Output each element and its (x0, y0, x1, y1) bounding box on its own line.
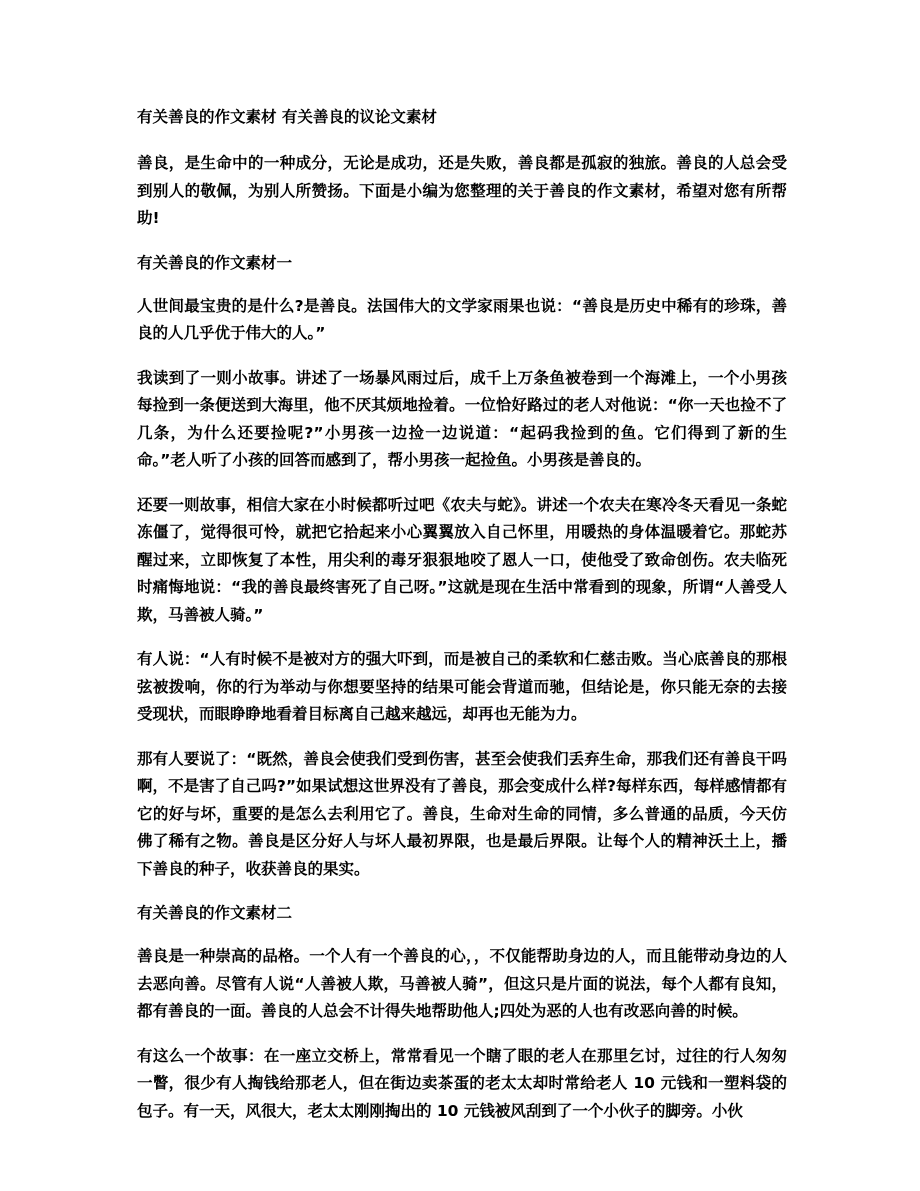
paragraph: 善良是一种崇高的品格。一个人有一个善良的心，，不仅能帮助身边的人，而且能带动身边的人去恶向善。尽管有人说“人善被人欺，马善被人骑”，但这只是片面的说法，每个人都有良知，都有善良的一面。善良的人总会不计得失地帮助他人;四处为恶的人也有改恶向善的时候。 (137, 947, 787, 1020)
section-heading-1: 有关善良的作文素材一 (137, 253, 293, 272)
paragraph: 还要一则故事，相信大家在小时候都听过吧《农夫与蛇》。讲述一个农夫在寒冷冬天看见一条蛇冻僵了，觉得很可怜，就把它拾起来小心翼翼放入自己怀里，用暖热的身体温暖着它。那蛇苏醒过来，立即恢复了本性，用尖利的毒牙狠狠地咬了恩人一口，使他受了致命创伤。农夫临死时痛悔地说：“我的善良最终害死了自己呀。”这就是现在生活中常看到的现象，所谓“人善受人欺，马善被人骑。” (137, 495, 787, 624)
section-heading-2: 有关善良的作文素材二 (137, 904, 293, 922)
paragraph: 人世间最宝贵的是什么?是善良。法国伟大的文学家雨果也说：“善良是历史中稀有的珍珠，善良的人几乎优于伟大的人。” (137, 296, 787, 342)
intro-paragraph: 善良，是生命中的一种成分，无论是成功，还是失败，善良都是孤寂的独旅。善良的人总会受到别人的敬佩，为别人所赞扬。下面是小编为您整理的关于善良的作文素材，希望对您有所帮助! (137, 154, 787, 227)
document-page (137, 104, 787, 1125)
paragraph: 有这么一个故事：在一座立交桥上，常常看见一个瞎了眼的老人在那里乞讨，过往的行人匆匆一瞥，很少有人掏钱给那老人，但在街边卖茶蛋的老太太却时常给老人 10 元钱和一塑料袋的包子。有一天，风很大，老太太刚刚掏出的 10 元钱被风刮到了一个小伙子的脚旁。小伙 (137, 1046, 787, 1120)
paragraph: 我读到了一则小故事。讲述了一场暴风雨过后，成千上万条鱼被卷到一个海滩上，一个小男孩每捡到一条便送到大海里，他不厌其烦地捡着。一位恰好路过的老人对他说：“你一天也捡不了几条，为什么还要捡呢?”小男孩一边捡一边说道：“起码我捡到的鱼。它们得到了新的生命。”老人听了小孩的回答而感到了，帮小男孩一起捡鱼。小男孩是善良的。 (137, 368, 787, 469)
paragraph: 那有人要说了：“既然，善良会使我们受到伤害，甚至会使我们丢弃生命，那我们还有善良干吗啊，不是害了自己吗?”如果试想这世界没有了善良，那会变成什么样?每样东西，每样感情都有它的好与坏，重要的是怎么去利用它了。善良，生命对生命的同情，多么普通的品质，今天仿佛了稀有之物。善良是区分好人与坏人最初界限，也是最后界限。让每个人的精神沃土上，播下善良的种子，收获善良的果实。 (137, 749, 787, 878)
paragraph: 有人说：“人有时候不是被对方的强大吓到，而是被自己的柔软和仁慈击败。当心底善良的那根弦被拨响，你的行为举动与你想要坚持的结果可能会背道而驰，但结论是，你只能无奈的去接受现状，而眼睁睁地看着目标离自己越来越远，却再也无能为力。 (137, 650, 787, 723)
page-title: 有关善良的作文素材 有关善良的议论文素材 (137, 108, 437, 126)
